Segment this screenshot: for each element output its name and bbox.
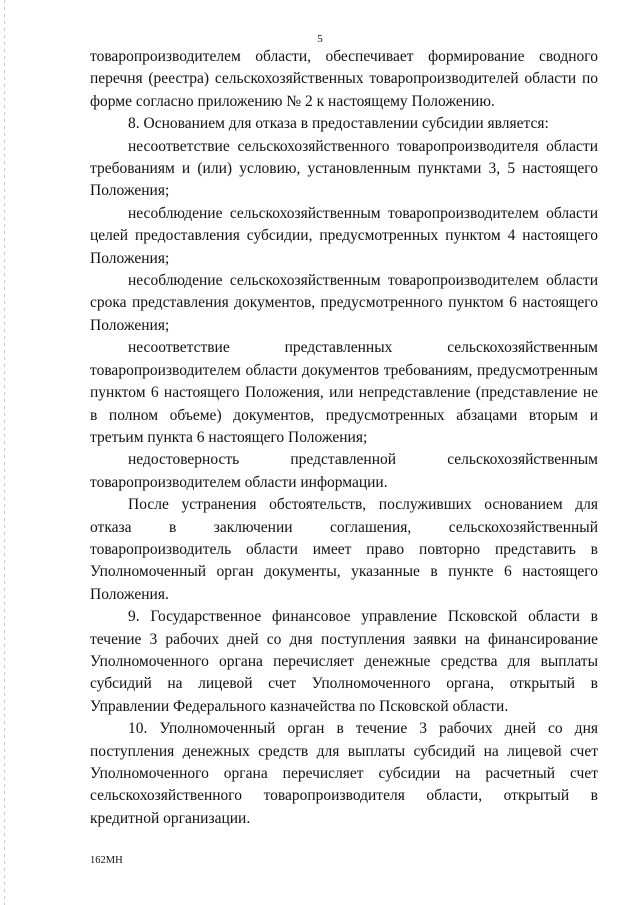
- paragraph: несоответствие представленных сельскохозяйственным товаропроизводителем области документов требованиям, предусмотренным пунктом 6 настоящего Положения, или непредставление (представление не в полном объеме) документов, предусмотренных абзацами вторым и третьим пункта 6 настоящего Положения;: [90, 339, 598, 446]
- paragraph: После устранения обстоятельств, послуживших основанием для отказа в заключении соглашения, сельскохозяйственный товаропроизводитель области имеет право повторно представить в Уполномоченный орган документы, указанные в пункте 6 настоящего Положения.: [90, 496, 598, 603]
- paragraph: несоблюдение сельскохозяйственным товаропроизводителем области срока представления документов, предусмотренного пунктом 6 настоящего Положения;: [90, 272, 598, 334]
- page-number: 5: [317, 33, 323, 45]
- paragraph: товаропроизводителем области, обеспечивает формирование сводного перечня (реестра) сельскохозяйственных товаропроизводителей области по форме согласно приложению № 2 к настоящему Положению.: [90, 48, 598, 110]
- paragraph: несоответствие сельскохозяйственного товаропроизводителя области требованиям и (или) условию, установленным пунктами 3, 5 настоящего Положения;: [90, 137, 598, 200]
- paragraph: недостоверность представленной сельскохозяйственным товаропроизводителем области информации.: [90, 451, 598, 491]
- document-body: [90, 46, 598, 830]
- scan-edge: [4, 0, 5, 905]
- paragraph: 10. Уполномоченный орган в течение 3 рабочих дней со дня поступления денежных средств для выплаты субсидий на лицевой счет Уполномоченного органа перечисляет субсидии на расчетный счет сельскохозяйственного товаропроизводителя области, открытый в кредитной организации.: [90, 720, 598, 827]
- paragraph: несоблюдение сельскохозяйственным товаропроизводителем области целей предоставления субсидии, предусмотренных пунктом 4 настоящего Положения;: [90, 204, 598, 267]
- paragraph: 8. Основанием для отказа в предоставлении субсидии является:: [128, 115, 549, 133]
- document-code: 162МН: [90, 855, 123, 866]
- paragraph: 9. Государственное финансовое управление Псковской области в течение 3 рабочих дней со дня поступления заявки на финансирование Уполномоченного органа перечисляет денежные средства для выплаты субсидий на лицевой счет Уполномоченного органа, открытый в Управлении Федерального казначейства по Псковской области.: [90, 608, 598, 715]
